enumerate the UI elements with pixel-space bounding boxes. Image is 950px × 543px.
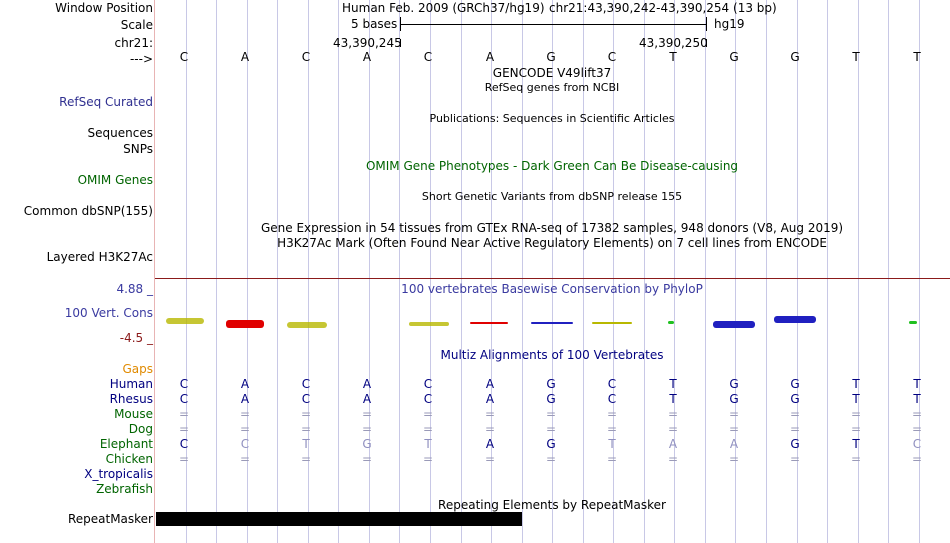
alignment-base: C	[240, 437, 250, 451]
species-label-human[interactable]: Human	[109, 377, 153, 391]
alignment-base: =	[545, 407, 557, 421]
grid-line	[644, 0, 645, 543]
alignment-base: T	[669, 392, 677, 406]
reference-base: G	[790, 50, 800, 64]
alignment-base: C	[423, 377, 433, 391]
alignment-base: =	[850, 422, 862, 436]
alignment-base: =	[178, 452, 190, 466]
chr-label: chr21:	[114, 36, 153, 50]
species-label-mouse[interactable]: Mouse	[114, 407, 153, 421]
common-dbsnp-label[interactable]: Common dbSNP(155)	[23, 204, 153, 218]
reference-base: A	[240, 50, 250, 64]
reference-base: T	[669, 50, 677, 64]
omim-track-title: OMIM Gene Phenotypes - Dark Green Can Be Disease-causing	[365, 159, 739, 173]
alignment-base: A	[362, 377, 372, 391]
grid-line	[338, 0, 339, 543]
alignment-base: T	[913, 392, 921, 406]
alignment-base: =	[728, 407, 740, 421]
alignment-base: G	[729, 392, 739, 406]
reference-base: C	[301, 50, 311, 64]
alignment-base: =	[728, 422, 740, 436]
omim-genes-label[interactable]: OMIM Genes	[77, 173, 153, 187]
phylop-mark	[774, 316, 816, 323]
cons-max-label: 4.88 _	[116, 282, 153, 296]
phylop-mark	[226, 320, 264, 328]
scale-text: 5 bases	[351, 17, 398, 31]
species-label-elephant[interactable]: Elephant	[99, 437, 153, 451]
alignment-base: G	[790, 437, 800, 451]
grid-line	[888, 0, 889, 543]
strand-arrow-label: --->	[129, 52, 153, 66]
alignment-base: =	[178, 407, 190, 421]
coords-text: chr21:43,390,242-43,390,254 (13 bp)	[549, 1, 777, 15]
multiz-track-title: Multiz Alignments of 100 Vertebrates	[440, 348, 664, 362]
alignment-base: A	[362, 392, 372, 406]
alignment-base: =	[422, 452, 434, 466]
alignment-base: =	[850, 452, 862, 466]
phylop-mark	[409, 322, 449, 326]
reference-base: G	[729, 50, 739, 64]
alignment-base: =	[361, 452, 373, 466]
alignment-base: =	[239, 452, 251, 466]
grid-line	[827, 0, 828, 543]
gencode-track-title[interactable]: GENCODE V49lift37	[492, 66, 612, 80]
alignment-base: A	[485, 437, 495, 451]
snps-label[interactable]: SNPs	[123, 142, 153, 156]
phylop-mark	[592, 322, 632, 324]
species-label-chicken[interactable]: Chicken	[105, 452, 153, 466]
alignment-base: G	[729, 377, 739, 391]
alignment-base: =	[178, 422, 190, 436]
alignment-base: =	[667, 422, 679, 436]
alignment-base: C	[179, 437, 189, 451]
alignment-base: =	[667, 407, 679, 421]
alignment-base: A	[485, 377, 495, 391]
reference-base: C	[607, 50, 617, 64]
alignment-base: =	[850, 407, 862, 421]
alignment-base: =	[789, 407, 801, 421]
alignment-base: =	[728, 452, 740, 466]
alignment-base: =	[606, 452, 618, 466]
alignment-base: =	[300, 452, 312, 466]
scale-bar	[400, 24, 706, 25]
alignment-base: =	[789, 452, 801, 466]
scale-tick-right	[706, 17, 707, 31]
position-left: 43,390,245	[333, 36, 402, 50]
alignment-base: =	[361, 422, 373, 436]
cons-min-label: -4.5 _	[119, 331, 153, 345]
dbsnp-track-subtitle: Short Genetic Variants from dbSNP release 155	[421, 190, 683, 203]
species-label-rhesus[interactable]: Rhesus	[109, 392, 153, 406]
reference-base: A	[485, 50, 495, 64]
alignment-base: =	[484, 422, 496, 436]
position-tick-left	[400, 39, 401, 47]
grid-line	[216, 0, 217, 543]
alignment-base: C	[179, 392, 189, 406]
grid-line	[705, 0, 706, 543]
alignment-base: G	[790, 392, 800, 406]
refseq-track-subtitle: RefSeq genes from NCBI	[484, 81, 620, 94]
alignment-base: C	[301, 392, 311, 406]
alignment-base: T	[852, 377, 860, 391]
alignment-base: C	[423, 392, 433, 406]
alignment-base: G	[362, 437, 372, 451]
label-divider	[154, 0, 155, 543]
grid-line	[766, 0, 767, 543]
alignment-base: C	[607, 377, 617, 391]
alignment-base: C	[179, 377, 189, 391]
phylop-mark	[909, 321, 917, 324]
alignment-base: C	[912, 437, 922, 451]
sequences-label[interactable]: Sequences	[87, 126, 153, 140]
vert-cons-label[interactable]: 100 Vert. Cons	[64, 306, 153, 320]
phylop-mark	[287, 322, 327, 328]
alignment-base: A	[485, 392, 495, 406]
h3k27ac-signal-line	[155, 278, 950, 279]
publications-track-subtitle: Publications: Sequences in Scientific Articles	[429, 112, 675, 125]
layered-h3k27ac-label[interactable]: Layered H3K27Ac	[46, 250, 153, 264]
alignment-base: A	[668, 437, 678, 451]
reference-base: C	[423, 50, 433, 64]
grid-line	[461, 0, 462, 543]
alignment-base: G	[546, 392, 556, 406]
species-label-dog[interactable]: Dog	[128, 422, 153, 436]
alignment-base: G	[790, 377, 800, 391]
alignment-base: T	[852, 437, 860, 451]
alignment-base: =	[545, 422, 557, 436]
gaps-label[interactable]: Gaps	[122, 362, 153, 376]
alignment-base: =	[667, 452, 679, 466]
alignment-base: T	[608, 437, 616, 451]
alignment-base: =	[300, 407, 312, 421]
position-tick-right	[706, 39, 707, 47]
h3k27ac-track-title: H3K27Ac Mark (Often Found Near Active Regulatory Elements) on 7 cell lines from ENCODE	[277, 236, 827, 250]
reference-base: A	[362, 50, 372, 64]
position-right: 43,390,250	[639, 36, 708, 50]
alignment-base: =	[606, 407, 618, 421]
alignment-base: A	[240, 377, 250, 391]
refseq-curated-label[interactable]: RefSeq Curated	[59, 95, 153, 109]
alignment-base: =	[545, 452, 557, 466]
phylop-mark	[531, 322, 573, 324]
grid-line	[399, 0, 400, 543]
species-label-x_tropicalis[interactable]: X_tropicalis	[84, 467, 153, 481]
alignment-base: C	[607, 392, 617, 406]
alignment-base: A	[240, 392, 250, 406]
reference-base: C	[179, 50, 189, 64]
phylop-mark	[668, 321, 674, 324]
grid-line	[277, 0, 278, 543]
phylop-mark	[166, 318, 204, 324]
alignment-base: =	[239, 407, 251, 421]
scale-label: Scale	[120, 18, 153, 32]
phylop-mark	[713, 321, 755, 328]
species-label-zebrafish[interactable]: Zebrafish	[96, 482, 153, 496]
alignment-base: T	[913, 377, 921, 391]
phylop-mark	[470, 322, 508, 324]
conservation-track-title: 100 vertebrates Basewise Conservation by PhyloP	[401, 282, 703, 296]
alignment-base: T	[302, 437, 310, 451]
alignment-base: =	[484, 407, 496, 421]
alignment-base: =	[422, 422, 434, 436]
alignment-base: T	[424, 437, 432, 451]
repeatmasker-label[interactable]: RepeatMasker	[67, 512, 153, 526]
reference-base: T	[913, 50, 921, 64]
alignment-base: =	[239, 422, 251, 436]
alignment-base: =	[911, 452, 923, 466]
alignment-base: A	[729, 437, 739, 451]
alignment-base: =	[911, 422, 923, 436]
alignment-base: T	[852, 392, 860, 406]
repeatmasker-feature[interactable]	[156, 512, 522, 526]
scale-db-text: hg19	[714, 17, 745, 31]
gtex-track-title: Gene Expression in 54 tissues from GTEx RNA-seq of 17382 samples, 948 donors (V8, Aug 2019)	[260, 221, 844, 235]
assembly-text: Human Feb. 2009 (GRCh37/hg19)	[342, 1, 545, 15]
alignment-base: G	[546, 377, 556, 391]
alignment-base: =	[300, 422, 312, 436]
alignment-base: =	[789, 422, 801, 436]
alignment-base: =	[484, 452, 496, 466]
reference-base: T	[852, 50, 860, 64]
alignment-base: =	[422, 407, 434, 421]
alignment-base: =	[361, 407, 373, 421]
alignment-base: G	[546, 437, 556, 451]
alignment-base: T	[669, 377, 677, 391]
reference-base: G	[546, 50, 556, 64]
alignment-base: C	[301, 377, 311, 391]
alignment-base: =	[606, 422, 618, 436]
window-position-label: Window Position	[55, 1, 153, 15]
alignment-base: =	[911, 407, 923, 421]
repeatmasker-track-title: Repeating Elements by RepeatMasker	[438, 498, 666, 512]
